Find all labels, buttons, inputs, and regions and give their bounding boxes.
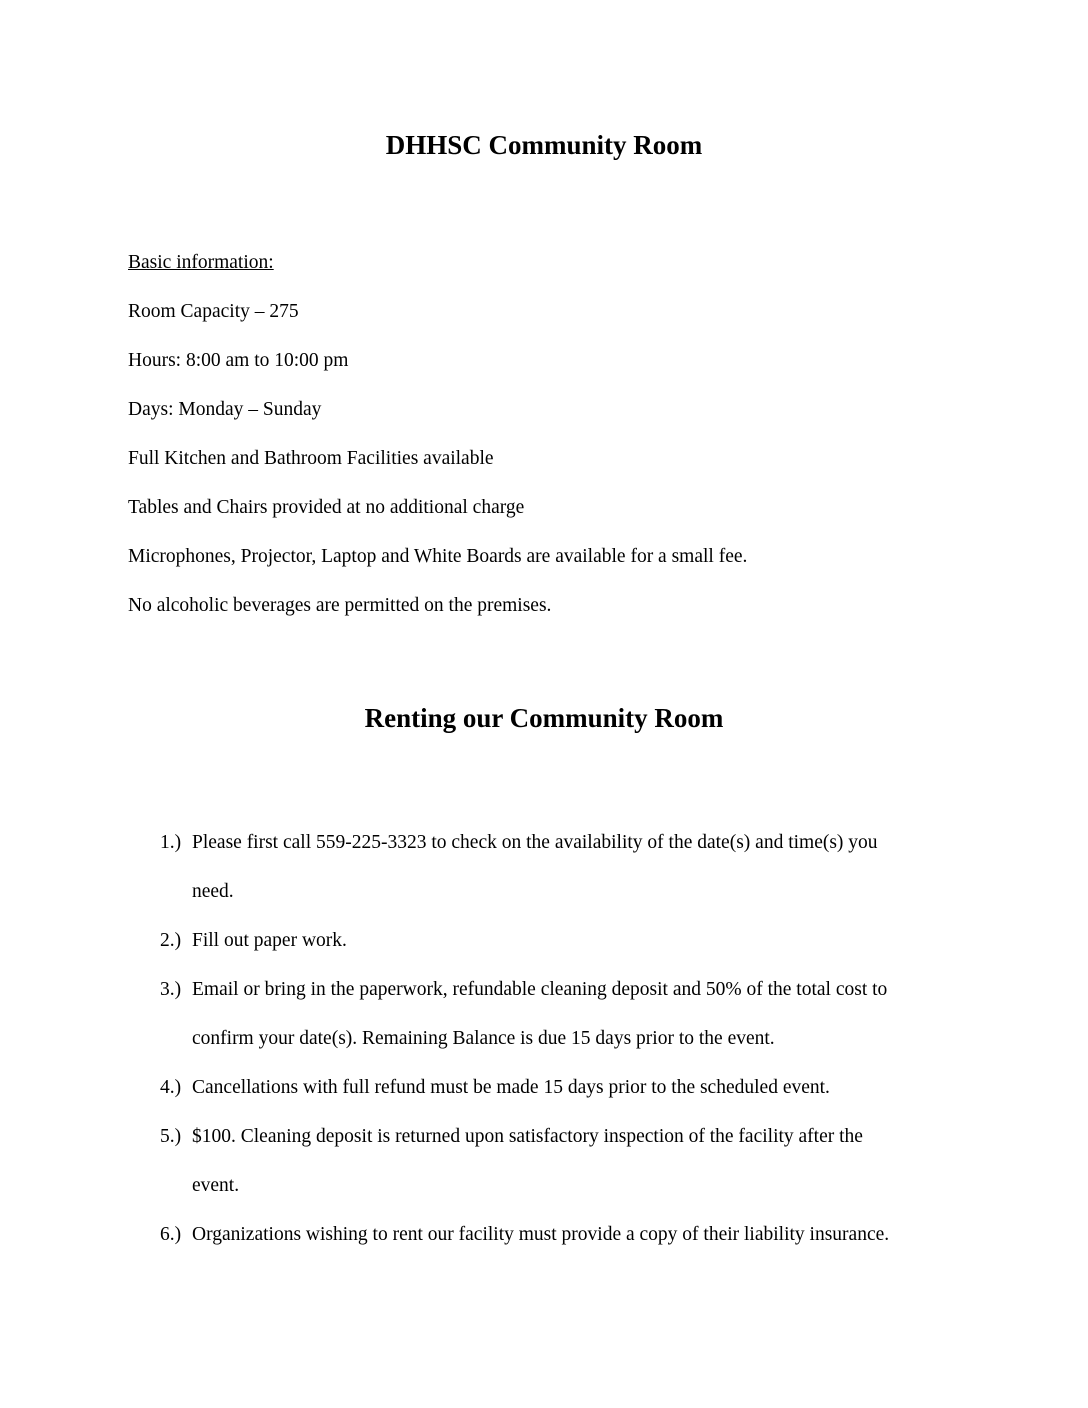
- list-text: Cancellations with full refund must be made 15 days prior to the scheduled event.: [192, 1077, 830, 1098]
- room-capacity: Room Capacity – 275: [128, 301, 299, 322]
- list-text: confirm your date(s). Remaining Balance is due 15 days prior to the event.: [192, 1028, 775, 1049]
- renting-heading: Renting our Community Room: [364, 703, 724, 733]
- list-text: $100. Cleaning deposit is returned upon satisfactory inspection of the facility after the: [192, 1126, 863, 1147]
- equipment: Microphones, Projector, Laptop and White Boards are available for a small fee.: [128, 546, 748, 567]
- page-title: DHHSC Community Room: [385, 130, 703, 160]
- list-text: need.: [192, 881, 234, 902]
- list-number: 6.): [160, 1224, 182, 1245]
- alcohol-policy: No alcoholic beverages are permitted on the premises.: [128, 595, 552, 616]
- list-number: 2.): [160, 930, 182, 951]
- basic-info-heading: Basic information:: [128, 252, 274, 273]
- list-text: event.: [192, 1175, 240, 1196]
- list-text: Fill out paper work.: [192, 930, 347, 951]
- tables-chairs: Tables and Chairs provided at no additional charge: [128, 497, 525, 518]
- list-text: Please first call 559-225-3323 to check on the availability of the date(s) and time(s) you: [192, 832, 878, 853]
- list-number: 4.): [160, 1077, 182, 1098]
- days: Days: Monday – Sunday: [128, 399, 322, 420]
- hours: Hours: 8:00 am to 10:00 pm: [128, 350, 349, 371]
- list-number: 3.): [160, 979, 182, 1000]
- list-number: 1.): [160, 832, 182, 853]
- list-number: 5.): [160, 1126, 182, 1147]
- list-text: Email or bring in the paperwork, refundable cleaning deposit and 50% of the total cost to: [192, 979, 888, 1000]
- list-text: Organizations wishing to rent our facility must provide a copy of their liability insurance.: [192, 1224, 890, 1245]
- facilities: Full Kitchen and Bathroom Facilities available: [128, 448, 494, 469]
